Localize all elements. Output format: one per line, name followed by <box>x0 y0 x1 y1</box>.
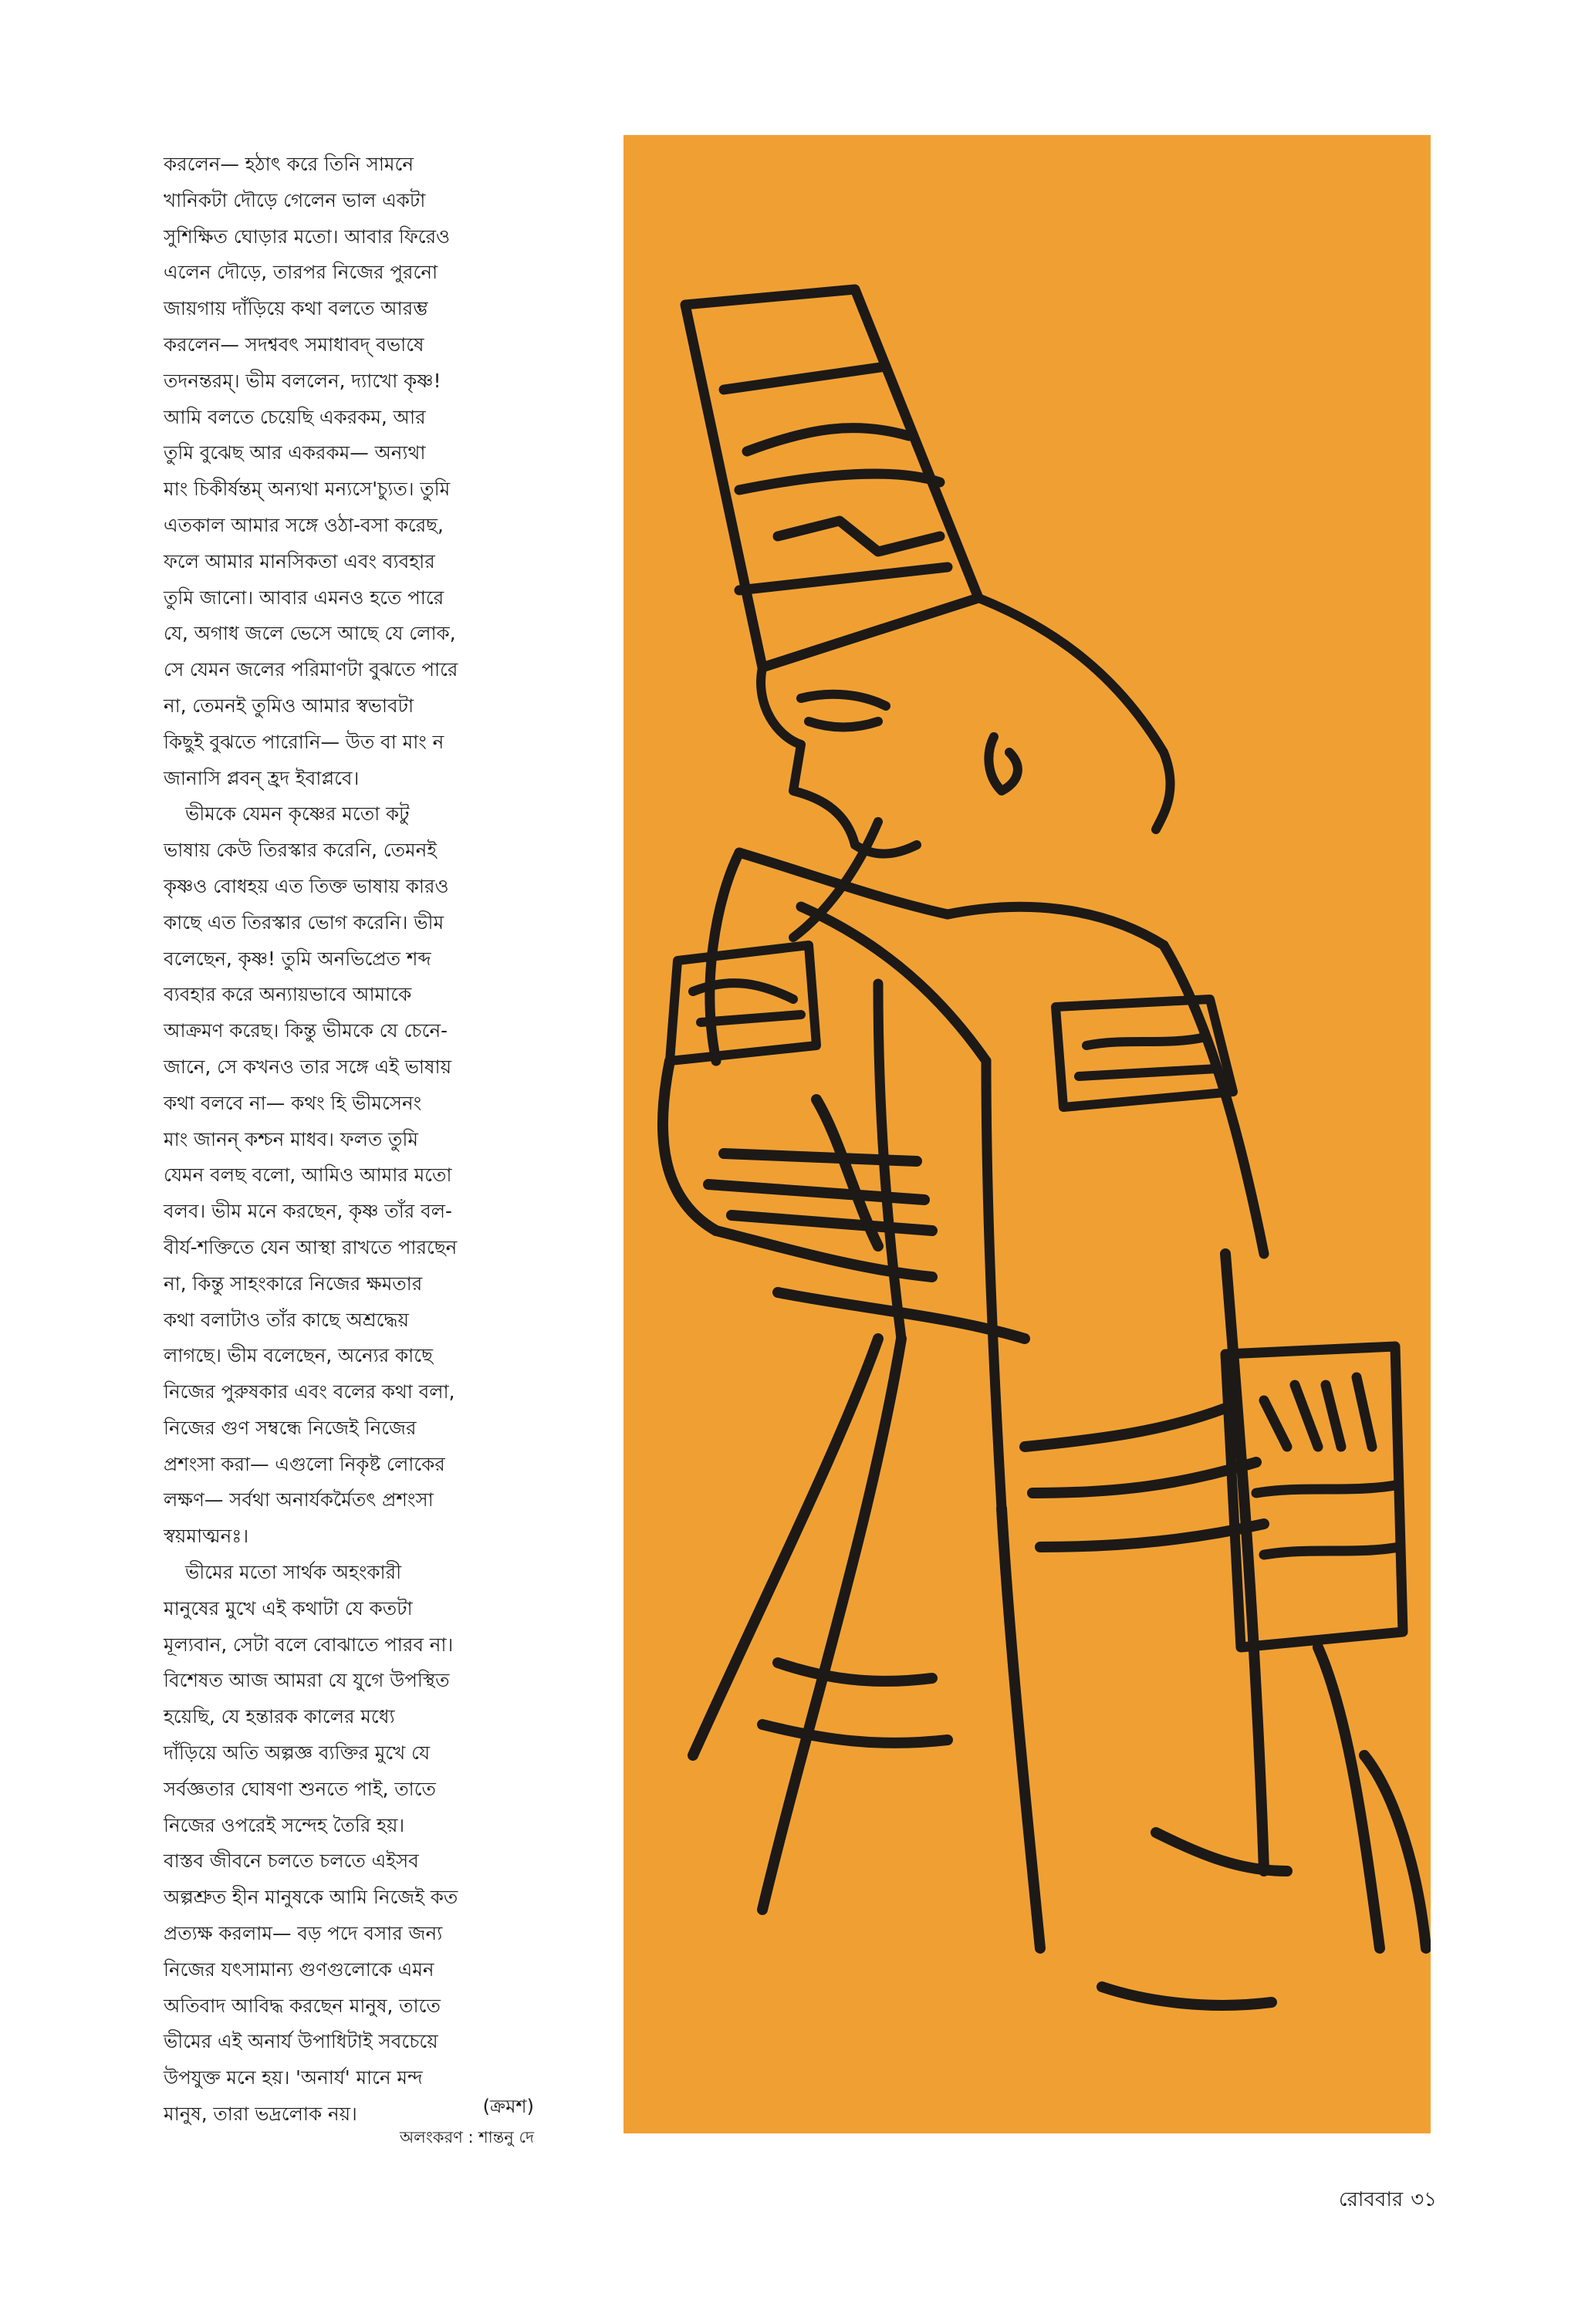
serial-note: (ক্রমশ) <box>482 2096 534 2117</box>
bhima-illustration <box>623 135 1431 2133</box>
publication-name: রোববার <box>1339 2188 1404 2211</box>
page-number: ৩১ <box>1411 2188 1437 2211</box>
article-paragraph-1: করলেন— হঠাৎ করে তিনি সামনে খানিকটা দৌড়ে গেলেন ভাল একটা সুশিক্ষিত ঘোড়ার মতো। আবার ফিরেও এলেন দৌড়ে, তারপর নিজের পুরনো জায়গায় দাঁড়িয়ে কথা বলতে আরম্ভ করলেন— সদশ্ববৎ সমাধাবদ্ বভাষে তদনন্তরম্। ভীম বললেন, দ্যাখো কৃষ্ণ! আমি বলতে চেয়েছি একরকম, আর তুমি বুঝেছ আর একরকম— অন্যথা মাং চিকীর্ষন্তম্ অন্যথা মন্যসে'চ্যুত। তুমি এতকাল আমার সঙ্গে ওঠা-বসা করেছ, ফলে আমার মানসিকতা এবং ব্যবহার তুমি জানো। আবার এমনও হতে পারে যে, অগাধ জলে ভেসে আছে যে লোক, সে যেমন জলের পরিমাণটা বুঝতে পারে না, তেমনই তুমিও আমার স্বভাবটা কিছুই বুঝতে পারোনি— উত বা মাং ন জানাসি প্লবন্ হ্রদ ইবাপ্লবে। <box>164 153 458 789</box>
article-body <box>164 147 565 2133</box>
illustration-credit: অলংকরণ : শান্তনু দে <box>400 2128 534 2147</box>
article-paragraph-2: ভীমকে যেমন কৃষ্ণের মতো কটু ভাষায় কেউ তিরস্কার করেনি, তেমনই কৃষ্ণও বোধহয় এত তিক্ত ভাষায় কারও কাছে এত তিরস্কার ভোগ করেনি। ভীম বলেছেন, কৃষ্ণ! তুমি অনভিপ্রেত শব্দ ব্যবহার করে অন্যায়ভাবে আমাকে আক্রমণ করেছ। কিন্তু ভীমকে যে চেনে- জানে, সে কখনও তার সঙ্গে এই ভাষায় কথা বলবে না— কথং হি ভীমসেনং মাং জানন্ কশ্চন মাধব। ফলত তুমি যেমন বলছ বলো, আমিও আমার মতো বলব। ভীম মনে করছেন, কৃষ্ণ তাঁর বল- বীর্য-শক্তিতে যেন আস্থা রাখতে পারছেন না, কিন্তু সাহংকারে নিজের ক্ষমতার কথা বলাটাও তাঁর কাছে অশ্রদ্ধেয় লাগছে। ভীম বলেছেন, অন্যের কাছে নিজের পুরুষকার এবং বলের কথা বলা, নিজের গুণ সম্বন্ধে নিজেই নিজের প্রশংসা করা— এগুলো নিকৃষ্ট লোকের লক্ষণ— সর্বথা অনার্যকর্মৈতৎ প্রশংসা স্বয়মাত্মনঃ। <box>164 802 458 1548</box>
page-footer <box>1331 2184 1437 2218</box>
illustration-panel <box>623 135 1431 2133</box>
article-paragraph-3: ভীমের মতো সার্থক অহংকারী মানুষের মুখে এই কথাটা যে কতটা মূল্যবান, সেটা বলে বোঝাতে পারব না। বিশেষত আজ আমরা যে যুগে উপস্থিত হয়েছি, যে হন্তারক কালের মধ্যে দাঁড়িয়ে অতি অল্পজ্ঞ ব্যক্তির মুখে যে সর্বজ্ঞতার ঘোষণা শুনতে পাই, তাতে নিজের ওপরেই সন্দেহ তৈরি হয়। বাস্তব জীবনে চলতে চলতে এইসব অল্পশ্রুত হীন মানুষকে আমি নিজেই কত প্রত্যক্ষ করলাম— বড় পদে বসার জন্য নিজের যৎসামান্য গুণগুলোকে এমন অতিবাদ আবিদ্ধ করছেন মানুষ, তাতে ভীমের এই অনার্য উপাধিটাই সবচেয়ে উপযুক্ত মনে হয়। 'অনার্য' মানে মন্দ মানুষ, তারা ভদ্রলোক নয়। <box>164 1561 458 2126</box>
